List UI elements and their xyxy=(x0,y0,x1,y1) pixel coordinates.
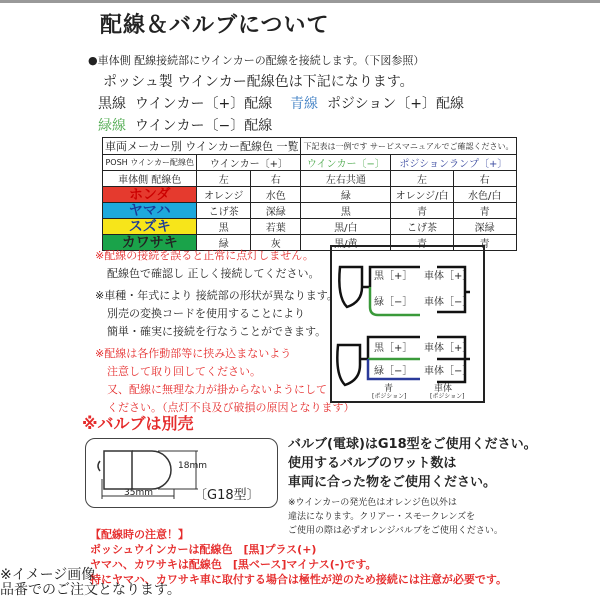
caution-line: 特にヤマハ、カワサキ車に取付する場合は極性が逆のため接続には注意が必要です。 xyxy=(90,573,508,586)
diagram-blue: 青 xyxy=(384,384,394,394)
page-title: 配線＆バルブについて xyxy=(100,13,330,38)
caution-line: ポッシュウインカーは配線色 [黒]プラス(+) xyxy=(90,543,317,556)
bulb-length: 35mm xyxy=(124,488,153,498)
diagram-body: 車体 xyxy=(434,384,453,394)
sub-header: 右 xyxy=(250,171,301,187)
bulb-type: 〔G18型〕 xyxy=(194,488,260,503)
wire-green xyxy=(98,115,272,135)
maker-cell: スズキ xyxy=(103,219,197,235)
note: ※車種・年式により 接続部の形状が異なります。 xyxy=(95,289,338,302)
diagram-black-plus: 黒［+］ xyxy=(374,271,413,282)
bulb-note-line: ご使用の際は必ずオレンジバルブをご使用ください。 xyxy=(288,526,503,536)
table-row xyxy=(103,187,517,203)
table-title: 車両メーカー別 ウインカー配線色 一覧 xyxy=(103,138,301,155)
position-plus: ポジションランプ〔+〕 xyxy=(391,155,516,171)
winker-plus: ウインカー〔+〕 xyxy=(197,155,301,171)
intro-line: ●車体側 配線接続部にウインカーの配線を接続します。（下図参照） xyxy=(88,54,425,67)
color-cell: オレンジ/白 xyxy=(391,187,454,203)
black-desc: ウインカー〔+〕配線 xyxy=(134,96,273,112)
color-cell: 青 xyxy=(391,203,454,219)
maker-cell: ヤマハ xyxy=(103,203,197,219)
bulb-figure xyxy=(85,438,278,508)
color-cell: こげ茶 xyxy=(197,203,251,219)
sub-header: 左右共通 xyxy=(301,171,391,187)
footer-line: ※イメージ画像 xyxy=(0,567,96,583)
body-label: 車体側 配線色 xyxy=(103,171,197,187)
color-cell: 青 xyxy=(453,203,516,219)
blue-desc: ポジション〔+〕配線 xyxy=(326,96,465,112)
sub-header: 左 xyxy=(197,171,251,187)
note: 配線色で確認し 正しく接続してください。 xyxy=(107,267,320,280)
diagram-position: [ポジション] xyxy=(372,393,407,400)
bulb-info-line: 使用するバルブのワット数は xyxy=(288,456,457,471)
sub-header: 右 xyxy=(453,171,516,187)
color-cell: 灰 xyxy=(250,235,301,251)
green-label: 緑線 xyxy=(98,118,126,134)
color-cell: オレンジ xyxy=(197,187,251,203)
bulb-height: 18mm xyxy=(178,461,207,471)
bulb-info-line: 車両に合った物をご使用ください。 xyxy=(288,475,497,490)
color-cell: 黒/白 xyxy=(301,219,391,235)
note: 別売の変換コードを使用することにより xyxy=(107,307,305,320)
diagram-green-minus-2: 緑［−］ xyxy=(374,366,413,377)
note: ※配線の接続を誤ると正常に点灯しません。 xyxy=(95,249,314,262)
color-cell: こげ茶 xyxy=(391,219,454,235)
color-cell: 黒 xyxy=(301,203,391,219)
wire-black-blue xyxy=(98,93,464,113)
table-row xyxy=(103,203,517,219)
note: ※配線は各作動部等に挟み込まないよう xyxy=(95,347,292,360)
diagram-green-minus: 緑［−］ xyxy=(374,297,413,308)
posh-label: POSH ウインカー配線色 xyxy=(103,155,197,171)
color-cell: 深緑 xyxy=(250,203,301,219)
note: 簡単・確実に接続を行なうことができます。 xyxy=(107,325,327,338)
note: 又、配線に無理な力が掛からないようにして xyxy=(107,383,327,396)
footer-note xyxy=(0,568,181,598)
note: ください。（点灯不良及び破損の原因となります） xyxy=(107,401,355,414)
color-cell: 深緑 xyxy=(453,219,516,235)
color-cell: 青 xyxy=(391,235,454,251)
diagram-body-plus: 車体［+］ xyxy=(424,271,473,282)
wiring-notes xyxy=(95,247,355,417)
bulb-title: ※バルブは別売 xyxy=(82,414,194,433)
black-label: 黒線 xyxy=(98,96,126,112)
maker-cell: ホンダ xyxy=(103,187,197,203)
intro-line: ポッシュ製 ウインカー配線色は下記になります。 xyxy=(103,74,414,90)
color-cell: 緑 xyxy=(197,235,251,251)
diagram-body-minus-2: 車体［−］ xyxy=(424,366,473,377)
bulb-note-line: 違法になります。クリアー・スモークレンズを xyxy=(288,512,476,522)
bulb-info-line: バルブ(電球)はG18型をご使用ください。 xyxy=(288,437,537,452)
winker-minus: ウインカー〔−〕 xyxy=(301,155,391,171)
bulb-info xyxy=(288,435,537,492)
table-note: 下記表は一例です サービスマニュアルでご確認ください。 xyxy=(301,138,516,155)
color-cell: 青 xyxy=(453,235,516,251)
caution-line: 【配線時の注意！】 xyxy=(90,528,189,541)
bulb-note-line: ※ウインカーの発光色はオレンジ色以外は xyxy=(288,498,457,508)
maker-cell: カワサキ xyxy=(103,235,197,251)
caution-line: ヤマハ、カワサキは配線色 [黒ベース]マイナス(-)です。 xyxy=(90,558,377,571)
green-desc: ウインカー〔−〕配線 xyxy=(134,118,273,134)
top-bar xyxy=(0,0,600,3)
color-cell: 水色/白 xyxy=(453,187,516,203)
table-row xyxy=(103,219,517,235)
diagram-position-2: [ポジション] xyxy=(430,393,465,400)
diagram-body-plus-2: 車体［+］ xyxy=(424,343,473,354)
color-cell: 水色 xyxy=(250,187,301,203)
color-cell: 若葉 xyxy=(250,219,301,235)
color-cell: 黒 xyxy=(197,219,251,235)
note: 注意して取り回してください。 xyxy=(107,365,261,378)
diagram-black-plus-2: 黒［+］ xyxy=(374,343,413,354)
wiring-table xyxy=(102,137,517,251)
diagram-body-minus: 車体［−］ xyxy=(424,297,473,308)
color-cell: 緑 xyxy=(301,187,391,203)
wiring-diagram xyxy=(330,245,485,403)
blue-label: 青線 xyxy=(290,96,319,112)
color-cell: 黒/黄 xyxy=(301,235,391,251)
sub-header: 左 xyxy=(391,171,454,187)
footer-line: 品番でのご注文となります。 xyxy=(0,582,181,598)
